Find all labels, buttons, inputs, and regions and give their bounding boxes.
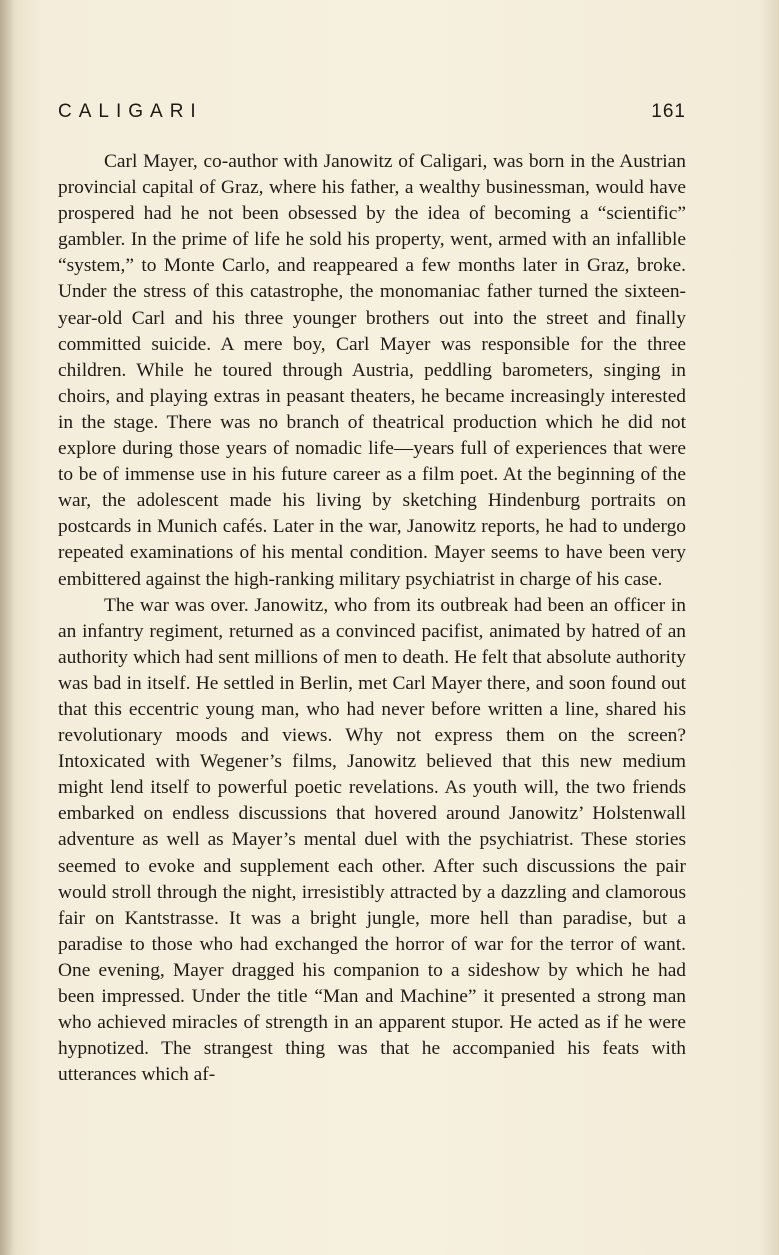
body-text — [58, 149, 686, 1088]
paragraph: The war was over. Janowitz, who from its outbreak had been an officer in an infantry regiment, returned as a convinced pacifist, animated by hatred of an authority which had sent millions of men to death. He felt that absolute authority was bad in itself. He settled in Berlin, met Carl Mayer there, and soon found out that this eccentric young man, who had never before written a line, shared his revolutionary moods and views. Why not express them on the screen? Intoxicated with Wegener’s films, Janowitz believed that this new medium might lend itself to powerful poetic revelations. As youth will, the two friends embarked on endless discussions that hovered around Janowitz’ Holstenwall adventure as well as Mayer’s mental duel with the psychiatrist. These stories seemed to evoke and supplement each other. After such discussions the pair would stroll through the night, irresistibly attracted by a dazzling and clamorous fair on Kantstrasse. It was a bright jungle, more hell than paradise, but a paradise to those who had exchanged the horror of war for the terror of want. One evening, Mayer dragged his companion to a sideshow by which he had been impressed. Under the title “Man and Machine” it presented a strong man who achieved miracles of strength in an apparent stupor. He acted as if he were hypnotized. The strangest thing was that he accompanied his feats with utterances which af- — [58, 594, 686, 1086]
paragraph: Carl Mayer, co-author with Janowitz of Caligari, was born in the Austrian provincial capital of Graz, where his father, a wealthy businessman, would have prospered had he not been obsessed by the idea of becoming a “scientific” gambler. In the prime of life he sold his property, went, armed with an infallible “system,” to Monte Carlo, and reappeared a few months later in Graz, broke. Under the stress of this catastrophe, the monomaniac father turned the sixteen-year-old Carl and his three younger brothers out into the street and finally committed suicide. A mere boy, Carl Mayer was responsible for the three children. While he toured through Austria, peddling barometers, singing in choirs, and playing extras in peasant theaters, he became increasingly interested in the stage. There was no branch of theatrical production which he did not explore during those years of nomadic life—years full of experiences that were to be of immense use in his future career as a film poet. At the beginning of the war, the adolescent made his living by sketching Hindenburg portraits on postcards in Munich cafés. Later in the war, Janowitz reports, he had to undergo repeated examinations of his mental condition. Mayer seems to have been very embittered against the high-ranking military psychiatrist in charge of his case. — [58, 151, 686, 590]
page-number: 161 — [651, 101, 686, 122]
page-header — [58, 100, 686, 126]
spine-shadow — [0, 0, 14, 1255]
running-head: CALIGARI — [58, 101, 203, 122]
